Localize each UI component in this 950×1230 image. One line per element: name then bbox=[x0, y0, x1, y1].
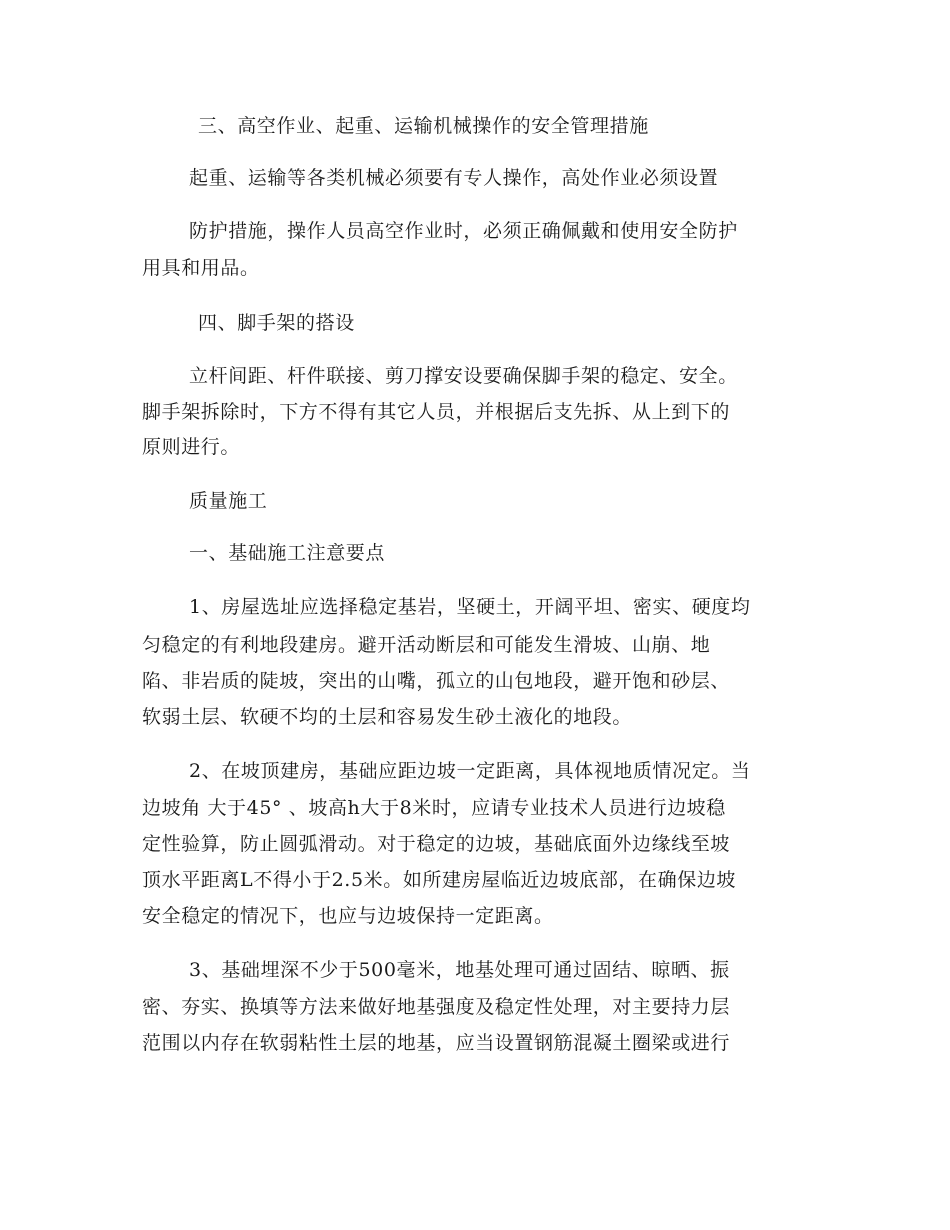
section-heading-foundation: 一、基础施工注意要点 bbox=[189, 542, 386, 564]
paragraph-line: 边坡角 大于45° 、坡高h大于8米时，应请专业技术人员进行边坡稳 bbox=[142, 797, 726, 819]
paragraph-line: 匀稳定的有利地段建房。避开活动断层和可能发生滑坡、山崩、地 bbox=[142, 634, 711, 656]
section-heading-scaffolding: 四、脚手架的搭设 bbox=[198, 312, 355, 334]
section-heading-aerial-lifting: 三、高空作业、起重、运输机械操作的安全管理措施 bbox=[198, 115, 649, 137]
paragraph-line: 防护措施，操作人员高空作业时，必须正确佩戴和使用安全防护 bbox=[189, 220, 738, 242]
paragraph-line: 原则进行。 bbox=[142, 436, 241, 458]
paragraph-line: 脚手架拆除时，下方不得有其它人员，并根据后支先拆、从上到下的 bbox=[142, 401, 731, 423]
paragraph-line: 用具和用品。 bbox=[142, 257, 260, 279]
paragraph-line: 范围以内存在软弱粘性土层的地基，应当设置钢筋混凝土圈梁或进行 bbox=[142, 1032, 731, 1054]
paragraph-line: 立杆间距、杆件联接、剪刀撑安设要确保脚手架的稳定、安全。 bbox=[189, 365, 738, 387]
paragraph-line: 3、基础埋深不少于500毫米，地基处理可通过固结、晾晒、振 bbox=[189, 959, 730, 981]
paragraph-line: 密、夯实、换填等方法来做好地基强度及稳定性处理，对主要持力层 bbox=[142, 996, 731, 1018]
section-heading-quality: 质量施工 bbox=[189, 490, 268, 512]
paragraph-line: 顶水平距离L不得小于2.5米。如所建房屋临近边坡底部，在确保边坡 bbox=[142, 869, 737, 891]
paragraph-line: 2、在坡顶建房，基础应距边坡一定距离，具体视地质情况定。当 bbox=[189, 760, 751, 782]
paragraph-line: 安全稳定的情况下，也应与边坡保持一定距离。 bbox=[142, 905, 554, 927]
paragraph-line: 软弱土层、软硬不均的土层和容易发生砂土液化的地段。 bbox=[142, 706, 633, 728]
paragraph-line: 起重、运输等各类机械必须要有专人操作，高处作业必须设置 bbox=[189, 167, 719, 189]
paragraph-line: 定性验算，防止圆弧滑动。对于稳定的边坡，基础底面外边缘线至坡 bbox=[142, 833, 731, 855]
paragraph-line: 1、房屋选址应选择稳定基岩，坚硬土，开阔平坦、密实、硬度均 bbox=[189, 596, 751, 618]
paragraph-line: 陷、非岩质的陡坡，突出的山嘴，孤立的山包地段，避开饱和砂层、 bbox=[142, 670, 731, 692]
